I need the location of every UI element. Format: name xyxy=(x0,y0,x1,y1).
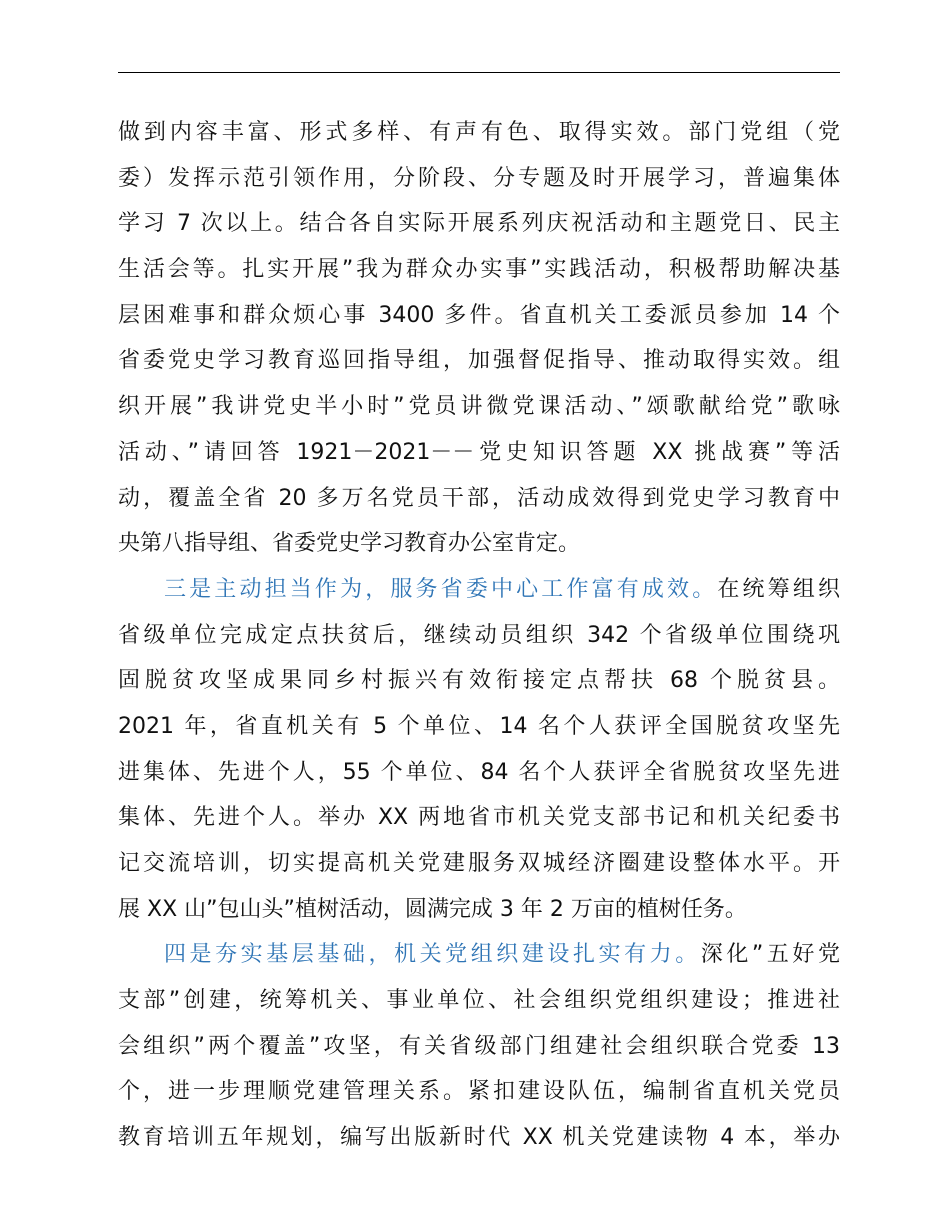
paragraph-first-line xyxy=(118,567,840,613)
text-span: 在统筹组织 xyxy=(717,576,840,602)
text-line: 央第八指导组、省委党史学习教育办公室肯定。 xyxy=(118,531,581,557)
header-rule xyxy=(118,72,840,73)
text-line: 支部”创建，统筹机关、事业单位、社会组织党组织建设；推进社 xyxy=(118,988,840,1014)
text-line: 省级单位完成定点扶贫后，继续动员组织 342 个省级单位围绕巩 xyxy=(118,622,840,648)
text-line: 层困难事和群众烦心事 3400 多件。省直机关工委派员参加 14 个 xyxy=(118,302,840,328)
section-heading: 四是夯实基层基础，机关党组织建设扎实有力。 xyxy=(164,942,701,968)
text-line: 学习 7 次以上。结合各自实际开展系列庆祝活动和主题党日、民主 xyxy=(118,211,840,237)
text-line: 委）发挥示范引领作用，分阶段、分专题及时开展学习，普遍集体 xyxy=(118,165,840,191)
text-line: 生活会等。扎实开展”我为群众办实事”实践活动，积极帮助解决基 xyxy=(118,257,840,283)
text-line: 做到内容丰富、形式多样、有声有色、取得实效。部门党组（党 xyxy=(118,120,840,145)
section-heading: 三是主动担当作为，服务省委中心工作富有成效。 xyxy=(164,576,718,602)
text-line: 活动、”请回答 1921－2021－－党史知识答题 XX 挑战赛”等活 xyxy=(118,439,840,465)
text-span: 深化”五好党 xyxy=(700,942,840,968)
text-line: 教育培训五年规划，编写出版新时代 XX 机关党建读物 4 本，举办 xyxy=(118,1125,840,1151)
document-body xyxy=(118,110,840,1161)
text-line: 动，覆盖全省 20 多万名党员干部，活动成效得到党史学习教育中 xyxy=(118,485,840,511)
text-line: 2021 年，省直机关有 5 个单位、14 名个人获评全国脱贫攻坚先 xyxy=(118,713,840,739)
text-line: 集体、先进个人。举办 XX 两地省市机关党支部书记和机关纪委书 xyxy=(118,805,840,831)
text-line: 个，进一步理顺党建管理关系。紧扣建设队伍，编制省直机关党员 xyxy=(118,1079,840,1105)
text-line: 会组织”两个覆盖”攻坚，有关省级部门组建社会组织联合党委 13 xyxy=(118,1033,840,1059)
text-line: 进集体、先进个人，55 个单位、84 名个人获评全省脱贫攻坚先进 xyxy=(118,759,840,785)
text-line: 固脱贫攻坚成果同乡村振兴有效衔接定点帮扶 68 个脱贫县。 xyxy=(118,668,840,694)
text-line: 展 XX 山”包山头”植树活动，圆满完成 3 年 2 万亩的植树任务。 xyxy=(118,896,747,922)
text-line: 记交流培训，切实提高机关党建服务双城经济圈建设整体水平。开 xyxy=(118,851,840,876)
paragraph-first-line xyxy=(118,932,840,978)
text-line: 织开展”我讲党史半小时”党员讲微党课活动、”颂歌献给党”歌咏 xyxy=(118,394,840,420)
text-line: 省委党史学习教育巡回指导组，加强督促指导、推动取得实效。组 xyxy=(118,348,840,374)
